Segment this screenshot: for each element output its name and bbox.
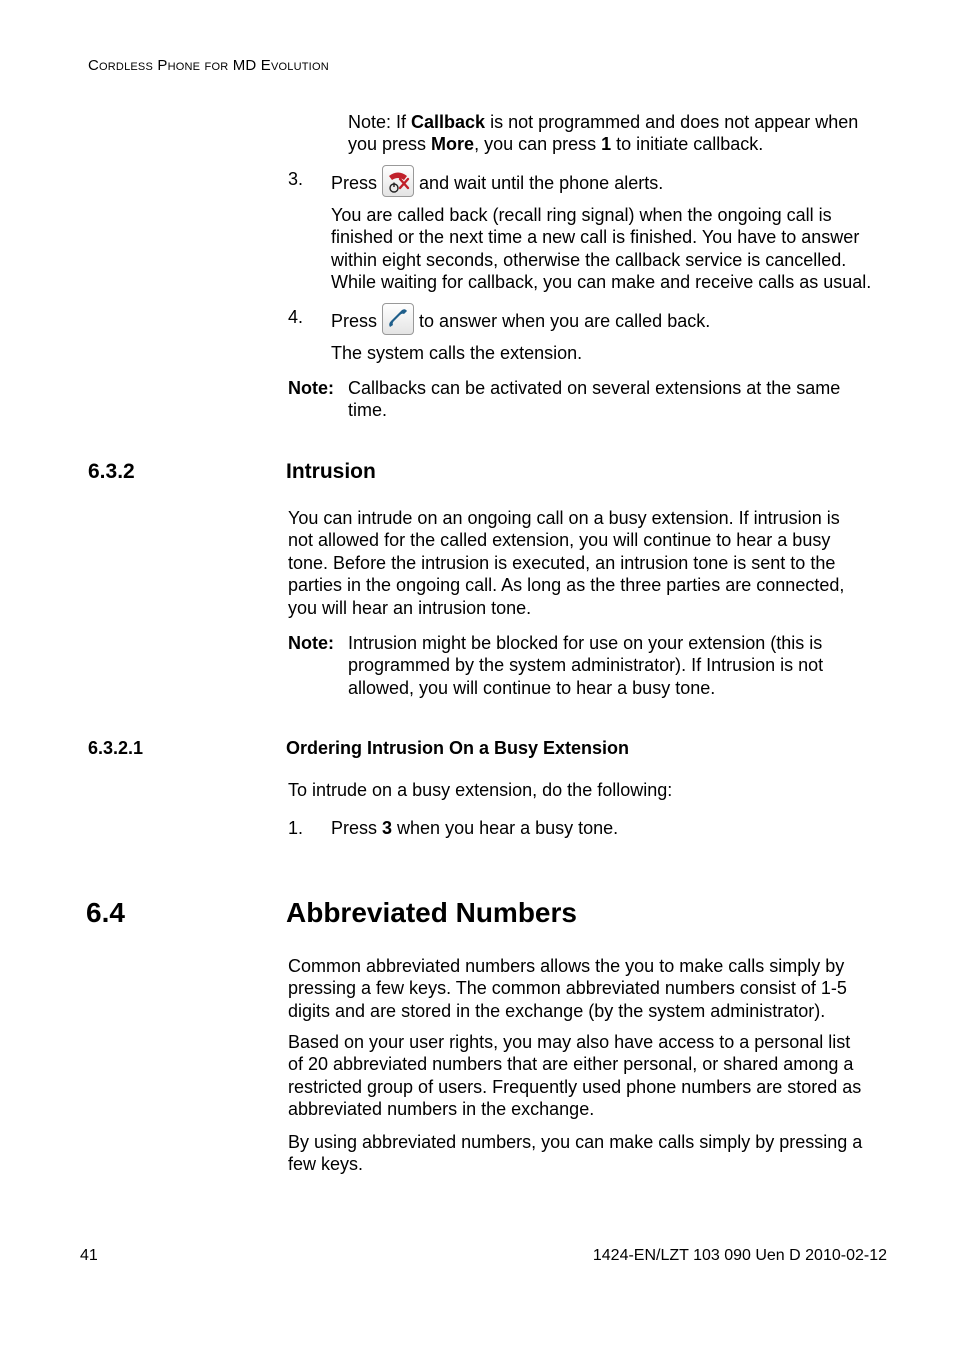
note-callback: Note: If Callback is not programmed and does not appear when you press More, you can press 1 to initiate callback. (348, 112, 859, 155)
step-4-description: The system calls the extension. (331, 343, 583, 363)
step-3-description: You are called back (recall ring signal) when the ongoing call is finished or the next time a new call is finished. You have to answer within eight seconds, otherwise the callback service is cancelled. While waiting for callback, you can make and receive calls as usual. (331, 205, 872, 293)
step-3-number: 3. (288, 169, 304, 189)
abbreviated-paragraph-3: By using abbreviated numbers, you can make calls simply by pressing a few keys. (288, 1132, 863, 1175)
abbreviated-paragraph-1: Common abbreviated numbers allows the you to make calls simply by pressing a few keys. The common abbreviated numbers consist of 1-5 digits and are stored in the exchange (by the system administrator). (288, 956, 847, 1021)
section-6-3-2-1-title: Ordering Intrusion On a Busy Extension (286, 738, 630, 758)
section-6-3-2-title: Intrusion (286, 460, 376, 483)
page-number: 41 (80, 1247, 98, 1264)
section-6-3-2-number: 6.3.2 (88, 460, 135, 483)
document-id: 1424-EN/LZT 103 090 Uen D 2010-02-12 (592, 1247, 887, 1264)
note-callbacks: Callbacks can be activated on several extensions at the same time. (348, 378, 841, 421)
answer-call-icon (382, 303, 414, 335)
section-6-4-number: 6.4 (86, 897, 125, 928)
abbreviated-paragraph-2: Based on your user rights, you may also have access to a personal list of 20 abbreviated numbers that are either personal, or shared among a restricted group of users. Frequently used phone numbers are stored as abbreviated numbers in the exchange. (288, 1032, 862, 1120)
running-header: Cordless Phone for MD Evolution (88, 57, 329, 74)
step-3: Press and wait until the phone alerts. (331, 168, 663, 200)
intrusion-note: Intrusion might be blocked for use on your extension (this is programmed by the system administrator). If Intrusion is not allowed, you will continue to hear a busy tone. (348, 633, 824, 698)
intrusion-note-label: Note: (288, 633, 334, 653)
step-4: Press to answer when you are called back. (331, 306, 710, 338)
ordering-step-1-number: 1. (288, 818, 304, 838)
intrusion-paragraph: You can intrude on an ongoing call on a busy extension. If intrusion is not allowed for the called extension, you will continue to hear a busy tone. Before the intrusion is executed, an intrusion tone is sent to the parties in the ongoing call. As long as the three parties are connected, you will hear an intrusion tone. (288, 508, 845, 618)
note-label: Note: (288, 378, 334, 398)
step-4-number: 4. (288, 307, 304, 327)
section-6-3-2-1-number: 6.3.2.1 (88, 738, 144, 758)
end-call-icon (382, 165, 414, 197)
section-6-4-title: Abbreviated Numbers (286, 897, 577, 928)
ordering-step-1: Press 3 when you hear a busy tone. (331, 818, 619, 838)
ordering-intro: To intrude on a busy extension, do the following: (288, 780, 673, 800)
